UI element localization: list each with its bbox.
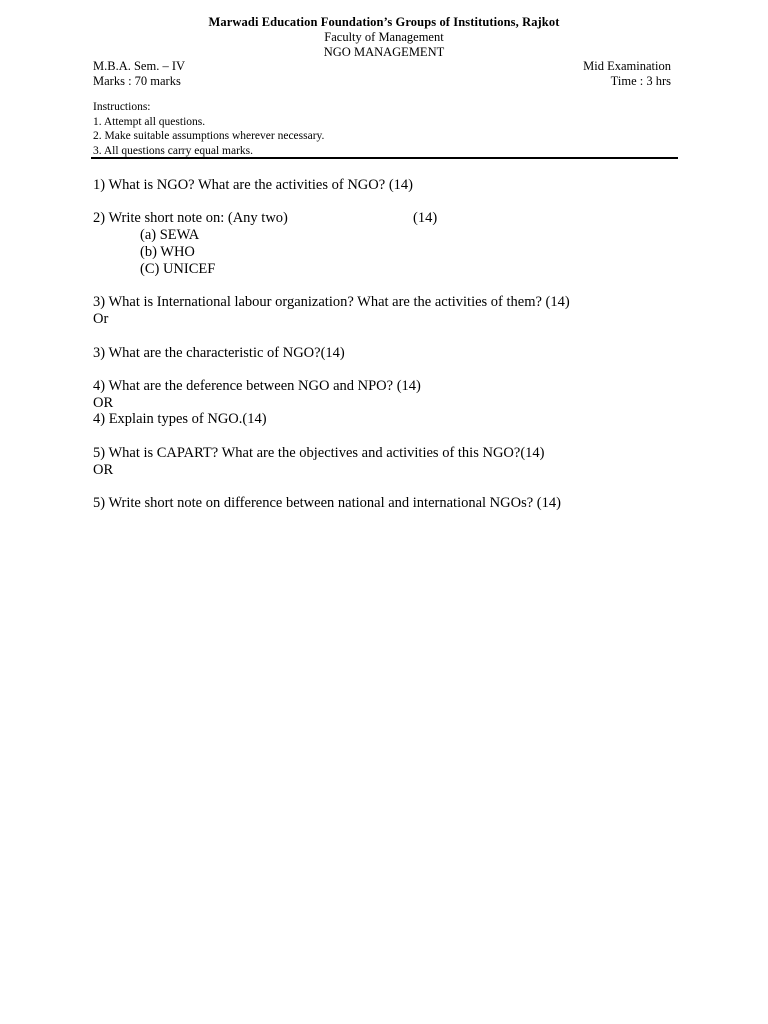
- question-3a: 3) What is International labour organization? What are the activities of them? (14): [93, 294, 570, 310]
- time-label: Time : 3 hrs: [610, 74, 671, 88]
- marks-label: Marks : 70 marks: [93, 74, 181, 88]
- subject-title: NGO MANAGEMENT: [323, 45, 445, 59]
- question-2-option: (b) WHO: [140, 244, 195, 260]
- question-1: 1) What is NGO? What are the activities of NGO? (14): [93, 177, 413, 193]
- course-label: M.B.A. Sem. – IV: [93, 59, 186, 73]
- or-separator: OR: [93, 462, 114, 478]
- instructions-title: Instructions:: [93, 101, 151, 113]
- question-5b: 5) Write short note on difference between national and international NGOs? (14): [93, 495, 561, 511]
- question-2-option: (C) UNICEF: [140, 261, 216, 277]
- question-4a: 4) What are the deference between NGO and NPO? (14): [93, 378, 421, 394]
- question-2: 2) Write short note on: (Any two): [93, 210, 288, 226]
- header-divider: [91, 157, 678, 159]
- or-separator: OR: [93, 395, 114, 411]
- question-5a: 5) What is CAPART? What are the objectives and activities of this NGO?(14): [93, 445, 545, 461]
- instruction-item: 1. Attempt all questions.: [93, 116, 206, 128]
- instruction-item: 3. All questions carry equal marks.: [93, 145, 254, 157]
- question-2-option: (a) SEWA: [140, 227, 200, 243]
- question-2-marks: (14): [413, 210, 438, 226]
- institution-title: Marwadi Education Foundation’s Groups of Institutions, Rajkot: [208, 15, 560, 29]
- question-4b: 4) Explain types of NGO.(14): [93, 411, 267, 427]
- faculty-title: Faculty of Management: [324, 30, 444, 44]
- instruction-item: 2. Make suitable assumptions wherever necessary.: [93, 130, 325, 142]
- exam-label: Mid Examination: [583, 59, 671, 73]
- question-3b: 3) What are the characteristic of NGO?(14): [93, 345, 345, 361]
- or-separator: Or: [93, 311, 109, 327]
